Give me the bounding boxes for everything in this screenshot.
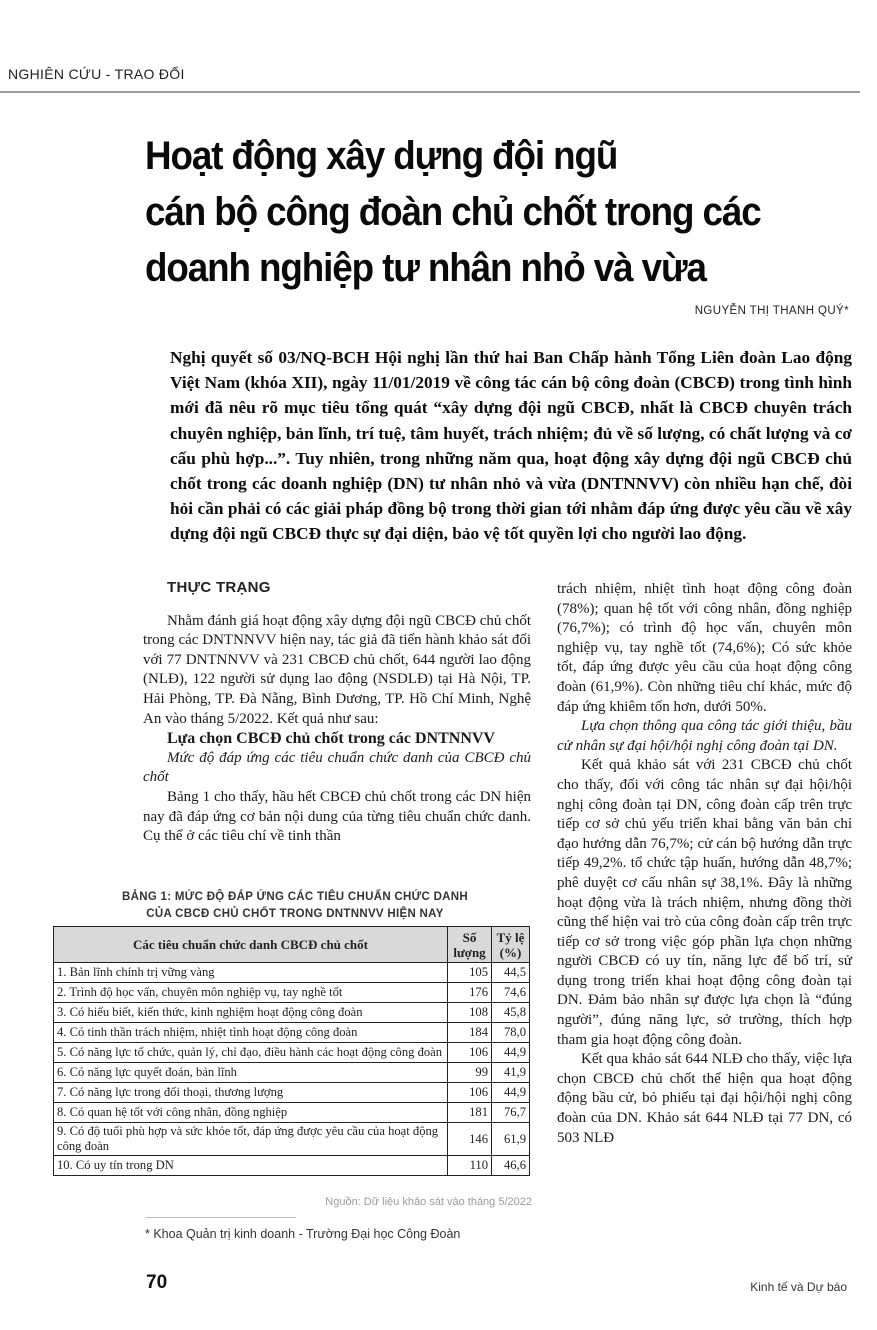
journal-name: Kinh tế và Dự báo xyxy=(750,1280,847,1294)
table-row xyxy=(54,983,530,1003)
author-affiliation-footnote: * Khoa Quản trị kinh doanh - Trường Đại học Công Đoàn xyxy=(145,1227,461,1241)
percent-cell: 61,9 xyxy=(492,1123,530,1156)
count-cell: 106 xyxy=(448,1043,492,1063)
count-cell: 181 xyxy=(448,1103,492,1123)
count-cell: 146 xyxy=(448,1123,492,1156)
count-cell: 176 xyxy=(448,983,492,1003)
right-column xyxy=(557,580,852,1148)
body-paragraph: trách nhiệm, nhiệt tình hoạt động công đoàn (78%); quan hệ tốt với công nhân, đồng nghiệp (76,7%); có trình độ học vấn, chuyên môn nghiệp vụ, tay nghề tốt (74,6%); Có sức khỏe tốt, đáp ứng được yêu cầu của hoạt động công đoàn (61,9%). Còn những tiêu chí khác, mức độ đáp ứng khiêm tốn hơn, dưới 50%. xyxy=(557,581,852,715)
count-cell: 105 xyxy=(448,963,492,983)
table-header-row xyxy=(54,927,530,963)
criterion-cell: 2. Trình độ học vấn, chuyên môn nghiệp vụ, tay nghề tốt xyxy=(54,983,448,1003)
column-header-criterion: Các tiêu chuẩn chức danh CBCĐ chủ chốt xyxy=(54,927,448,963)
percent-cell: 44,9 xyxy=(492,1083,530,1103)
column-header-count: Số lượng xyxy=(448,927,492,963)
column-header-percent: Tỷ lệ (%) xyxy=(492,927,530,963)
table-row xyxy=(54,1043,530,1063)
body-paragraph: Kết qua khảo sát 644 NLĐ cho thấy, việc lựa chọn CBCĐ chủ chốt thể hiện qua hoạt động động bầu cử, bỏ phiếu tại đại hội/hội nghị công đoàn của DN. Khảo sát 644 NLĐ tại 77 DN, có 503 NLĐ xyxy=(557,1051,852,1146)
italic-subheading: Mức độ đáp ứng các tiêu chuẩn chức danh của CBCĐ chủ chốt xyxy=(143,749,531,786)
italic-subheading: Lựa chọn thông qua công tác giới thiệu, bầu cử nhân sự đại hội/hội nghị công đoàn tại DN. xyxy=(557,718,852,754)
criteria-table xyxy=(53,926,530,1176)
body-paragraph: Bảng 1 cho thấy, hầu hết CBCĐ chủ chốt trong các DN hiện nay đã đáp ứng cơ bản nội dung của từng tiêu chuẩn chức danh. Cụ thể ở các tiêu chí về tinh thần xyxy=(143,788,531,845)
count-cell: 99 xyxy=(448,1063,492,1083)
header-rule xyxy=(0,91,860,93)
criterion-cell: 8. Có quan hệ tốt với công nhân, đồng nghiệp xyxy=(54,1103,448,1123)
table-row xyxy=(54,1003,530,1023)
body-paragraph: Nhằm đánh giá hoạt động xây dựng đội ngũ CBCĐ chủ chốt trong các DNTNNVV hiện nay, tác giả đã tiến hành khảo sát đối với 77 DNTNNVV và 231 CBCĐ chủ chốt, 644 người lao động (NLĐ), 122 người sử dụng lao động (NSDLĐ) tại Hà Nội, TP. Hải Phòng, TP. Đà Nẵng, Bình Dương, TP. Hồ Chí Minh, Nghệ An vào tháng 5/2022. Kết quả như sau: xyxy=(143,612,531,727)
table-row xyxy=(54,1063,530,1083)
abstract: Nghị quyết số 03/NQ-BCH Hội nghị lần thứ hai Ban Chấp hành Tổng Liên đoàn Lao động Việt Nam (khóa XII), ngày 11/01/2019 về công tác cán bộ công đoàn (CBCĐ) trong tình hình mới đã nêu rõ mục tiêu tổng quát “xây dựng đội ngũ CBCĐ, nhất là CBCĐ chuyên trách chuyên nghiệp, bản lĩnh, trí tuệ, tâm huyết, trách nhiệm; đủ về số lượng, có chất lượng và cơ cấu phù hợp...”. Tuy nhiên, trong những năm qua, hoạt động xây dựng đội ngũ CBCĐ chủ chốt trong các doanh nghiệp (DN) tư nhân nhỏ và vừa (DNTNNVV) còn nhiều hạn chế, đòi hỏi cần phải có các giải pháp đồng bộ trong thời gian tới nhằm đáp ứng được yêu cầu về xây dựng đội ngũ CBCĐ thực sự đại diện, bảo vệ tốt quyền lợi cho người lao động. xyxy=(170,348,852,544)
criterion-cell: 1. Bản lĩnh chính trị vững vàng xyxy=(54,963,448,983)
percent-cell: 44,5 xyxy=(492,963,530,983)
table-source: Nguồn: Dữ liệu khảo sát vào tháng 5/2022 xyxy=(325,1196,532,1208)
author-name: NGUYỄN THỊ THANH QUÝ* xyxy=(694,305,849,317)
count-cell: 110 xyxy=(448,1156,492,1176)
table-row xyxy=(54,1103,530,1123)
percent-cell: 44,9 xyxy=(492,1043,530,1063)
title-line: doanh nghiệp tư nhân nhỏ và vừa xyxy=(145,246,706,290)
count-cell: 108 xyxy=(448,1003,492,1023)
title-line: cán bộ công đoàn chủ chốt trong các xyxy=(145,190,761,234)
percent-cell: 78,0 xyxy=(492,1023,530,1043)
article-title xyxy=(145,128,807,296)
count-cell: 106 xyxy=(448,1083,492,1103)
criterion-cell: 4. Có tinh thần trách nhiệm, nhiệt tình hoạt động công đoàn xyxy=(54,1023,448,1043)
percent-cell: 46,6 xyxy=(492,1156,530,1176)
body-paragraph: Kết quả khảo sát với 231 CBCĐ chủ chốt cho thấy, đối với công tác nhân sự đại hội/hội nghị công đoàn tại DN, công đoàn cấp trên trực tiếp cơ sở chủ yếu triển khai bằng văn bản chỉ đạo hướng dẫn 76,7%; cử cán bộ hướng dẫn trực tiếp 49,2%. tổ chức tập huấn, hướng dẫn 48,7%; phê duyệt cơ cấu nhân sự 38,1%. Đây là những hoạt động vừa là trách nhiệm, nhưng đồng thời cũng thể hiện vai trò của công đoàn cấp trên trực tiếp cơ sở trong việc góp phần lựa chọn những người CBCĐ có uy tín, năng lực để bố trí, sử dụng trong triển khai hoạt động công đoàn tại DN. Đảm bảo nhân sự được lựa chọn là “đúng người”, đúng năng lực, sở trường, thích hợp tham gia hoạt động công đoàn. xyxy=(557,757,852,1048)
section-heading: THỰC TRẠNG xyxy=(167,579,271,596)
criterion-cell: 6. Có năng lực quyết đoán, bản lĩnh xyxy=(54,1063,448,1083)
page-number: 70 xyxy=(146,1272,168,1293)
criterion-cell: 3. Có hiểu biết, kiến thức, kinh nghiệm hoạt động công đoàn xyxy=(54,1003,448,1023)
table-row xyxy=(54,1083,530,1103)
criterion-cell: 10. Có uy tín trong DN xyxy=(54,1156,448,1176)
criterion-cell: 9. Có độ tuổi phù hợp và sức khỏe tốt, đáp ứng được yêu cầu của hoạt động công đoàn xyxy=(54,1123,448,1156)
criterion-cell: 5. Có năng lực tổ chức, quản lý, chỉ đạo, điều hành các hoạt động công đoàn xyxy=(54,1043,448,1063)
percent-cell: 74,6 xyxy=(492,983,530,1003)
table-caption-line: BẢNG 1: MỨC ĐỘ ĐÁP ỨNG CÁC TIÊU CHUẨN CHỨC DANH xyxy=(122,891,468,903)
percent-cell: 45,8 xyxy=(492,1003,530,1023)
percent-cell: 41,9 xyxy=(492,1063,530,1083)
table-row xyxy=(54,1123,530,1156)
table-row xyxy=(54,1156,530,1176)
percent-cell: 76,7 xyxy=(492,1103,530,1123)
table-row xyxy=(54,1023,530,1043)
footnote-divider xyxy=(146,1217,296,1218)
count-cell: 184 xyxy=(448,1023,492,1043)
table-row xyxy=(54,963,530,983)
left-column xyxy=(143,578,531,847)
criterion-cell: 7. Có năng lực trong đối thoại, thương lượng xyxy=(54,1083,448,1103)
table-caption xyxy=(60,889,530,923)
section-label: NGHIÊN CỨU - TRAO ĐỔI xyxy=(8,66,185,82)
table-caption-line: CỦA CBCĐ CHỦ CHỐT TRONG DNTNNVV HIỆN NAY xyxy=(146,908,444,920)
title-line: Hoạt động xây dựng đội ngũ xyxy=(145,134,618,178)
subheading: Lựa chọn CBCĐ chủ chốt trong các DNTNNVV xyxy=(167,730,495,748)
